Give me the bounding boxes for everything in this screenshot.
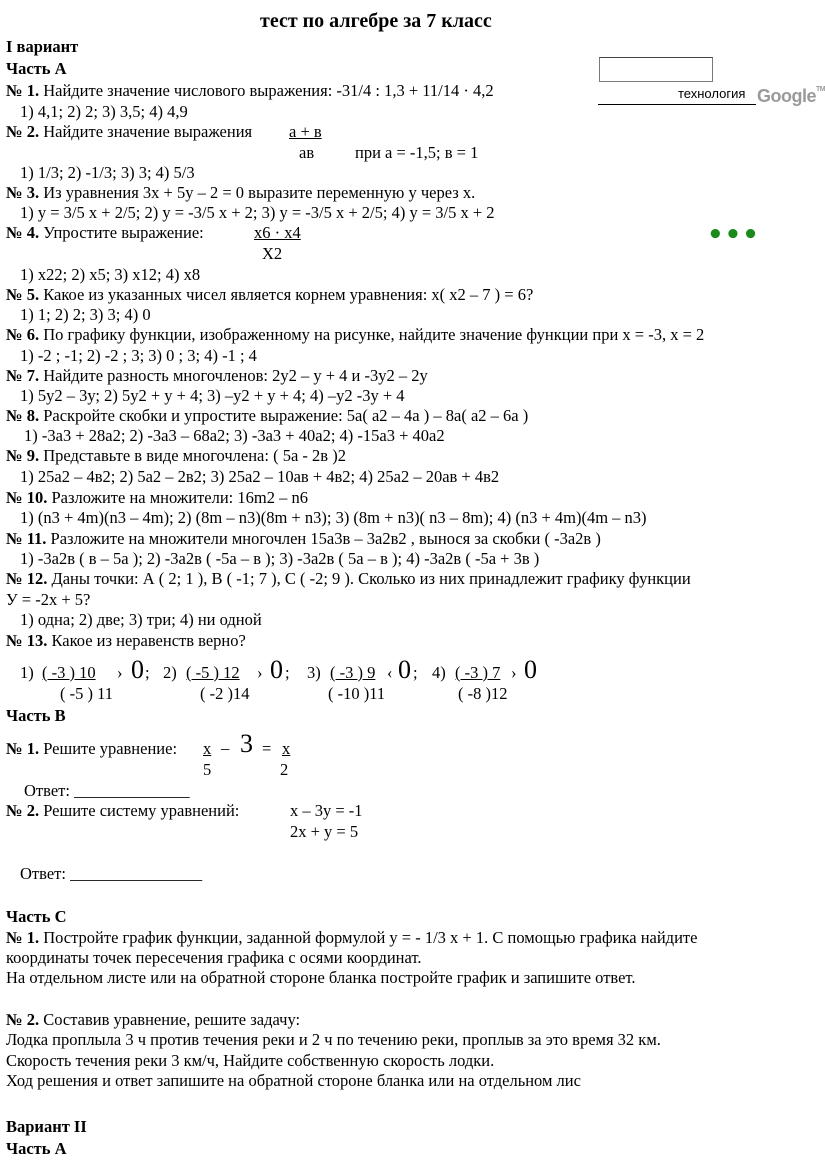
option-2-sign: › bbox=[257, 663, 263, 682]
option-3-denominator: ( -10 )11 bbox=[328, 684, 386, 703]
fraction-numerator: х6 · х4 bbox=[254, 223, 301, 242]
option-3-sign: ‹ bbox=[387, 663, 393, 682]
equation-denominator-2: 2 bbox=[280, 760, 289, 779]
fraction-numerator: а + в bbox=[289, 122, 322, 141]
answers-10: 1) (n3 + 4m)(n3 – 4m); 2) (8m – n3)(8m + n3); 3) (8m + n3)( n3 – 8m); 4) (n3 + 4m)(4m – n3) bbox=[20, 508, 647, 527]
option-3-numerator: ( -3 ) 9 bbox=[330, 663, 376, 682]
variant-heading: I вариант bbox=[6, 37, 79, 56]
system-equation-2: 2х + у = 5 bbox=[290, 822, 359, 841]
part-c-heading: Часть С bbox=[6, 907, 67, 926]
answers-8: 1) -3а3 + 28а2; 2) -3а3 – 68а2; 3) -3а3 + 40а2; 4) -15а3 + 40а2 bbox=[24, 426, 445, 445]
question-8: № 8. Раскройте скобки и упростите выражение: 5а( а2 – 4а ) – 8а( а2 – 6а ) bbox=[6, 406, 529, 425]
part-a-2-heading: Часть А bbox=[6, 1139, 67, 1158]
answers-5: 1) 1; 2) 2; 3) 3; 4) 0 bbox=[20, 305, 151, 324]
equation-equals: = bbox=[262, 739, 272, 758]
answer-line-1[interactable]: Ответ: ______________ bbox=[24, 781, 190, 800]
answers-6: 1) -2 ; -1; 2) -2 ; 3; 3) 0 ; 3; 4) -1 ; 4 bbox=[20, 346, 257, 365]
variant-2-heading: Вариант II bbox=[6, 1117, 87, 1136]
equation-x-left: х bbox=[203, 739, 212, 758]
part-c-question-2-text-2: Скорость течения реки 3 км/ч, Найдите собственную скорость лодки. bbox=[6, 1051, 495, 1070]
part-c-question-1-note: На отдельном листе или на обратной стороне бланка постройте график и запишите ответ. bbox=[6, 968, 636, 987]
question-11: № 11. Разложите на множители многочлен 15а3в – 3а2в2 , вынося за скобки ( -3а2в ) bbox=[6, 529, 601, 548]
option-1-numerator: ( -3 ) 10 bbox=[42, 663, 96, 682]
fraction-denominator: Х2 bbox=[262, 244, 283, 263]
answers-1: 1) 4,1; 2) 2; 3) 3,5; 4) 4,9 bbox=[20, 102, 188, 121]
option-2-zero: 0 bbox=[270, 655, 283, 684]
option-1-label: 1) bbox=[20, 663, 34, 682]
answers-11: 1) -3а2в ( в – 5а ); 2) -3а2в ( -5а – в ); 3) -3а2в ( 5а – в ); 4) -3а2в ( -5а + 3в ) bbox=[20, 549, 540, 568]
part-b-question-1: № 1. Решите уравнение: bbox=[6, 739, 178, 758]
option-2-label: 2) bbox=[163, 663, 177, 682]
part-c-question-2-text: Лодка проплыла 3 ч против течения реки и 2 ч по течению реки, проплыв за это время 32 км. bbox=[6, 1030, 661, 1049]
option-3-label: 3) bbox=[307, 663, 321, 682]
google-logo: Google™ bbox=[757, 86, 825, 106]
option-4-label: 4) bbox=[432, 663, 446, 682]
option-1-denominator: ( -5 ) 11 bbox=[60, 684, 113, 703]
fraction-denominator: ав bbox=[299, 143, 315, 162]
question-3: № 3. Из уравнения 3х + 5у – 2 = 0 выразите переменную у через х. bbox=[6, 183, 476, 202]
answers-9: 1) 25а2 – 4в2; 2) 5а2 – 2в2; 3) 25а2 – 10ав + 4в2; 4) 25а2 – 20ав + 4в2 bbox=[20, 467, 500, 486]
option-4-denominator: ( -8 )12 bbox=[458, 684, 508, 703]
option-4-zero: 0 bbox=[524, 655, 537, 684]
question-7: № 7. Найдите разность многочленов: 2у2 – у + 4 и -3у2 – 2у bbox=[6, 366, 428, 385]
page-title: тест по алгебре за 7 класс bbox=[260, 10, 492, 32]
google-divider bbox=[598, 104, 756, 105]
option-2-denominator: ( -2 )14 bbox=[200, 684, 250, 703]
question-12-cont: У = -2х + 5? bbox=[6, 590, 91, 609]
question-1: № 1. Найдите значение числового выражения: -31/4 : 1,3 + 11/14 · 4,2 bbox=[6, 81, 494, 100]
part-a-heading: Часть А bbox=[6, 59, 67, 78]
question-12: № 12. Даны точки: А ( 2; 1 ), В ( -1; 7 ), С ( -2; 9 ). Сколько из них принадлежит графику функции bbox=[6, 569, 691, 588]
option-2-semicolon: ; bbox=[285, 663, 290, 682]
part-c-question-1-cont: координаты точек пересечения графика с осями координат. bbox=[6, 948, 422, 967]
part-c-question-2-note: Ход решения и ответ запишите на обратной стороне бланка или на отдельном лис bbox=[6, 1071, 581, 1090]
option-4-numerator: ( -3 ) 7 bbox=[455, 663, 501, 682]
option-2-numerator: ( -5 ) 12 bbox=[186, 663, 240, 682]
question-9: № 9. Представьте в виде многочлена: ( 5а - 2в )2 bbox=[6, 446, 346, 465]
equation-minus: _ bbox=[221, 733, 230, 752]
question-10: № 10. Разложите на множители: 16m2 – n6 bbox=[6, 488, 308, 507]
option-3-zero: 0 bbox=[398, 655, 411, 684]
part-c-question-1: № 1. Постройте график функции, заданной формулой у = - 1/3 х + 1. С помощью графика найдите bbox=[6, 928, 698, 947]
option-1-sign: › bbox=[117, 663, 123, 682]
answers-7: 1) 5у2 – 3у; 2) 5у2 + у + 4; 3) –у2 + у + 4; 4) –у2 -3у + 4 bbox=[20, 386, 405, 405]
question-13: № 13. Какое из неравенств верно? bbox=[6, 631, 246, 650]
question-6: № 6. По графику функции, изображенному на рисунке, найдите значение функции при х = -3, х = 2 bbox=[6, 325, 705, 344]
option-4-sign: › bbox=[511, 663, 517, 682]
option-3-semicolon: ; bbox=[413, 663, 418, 682]
answer-line-2[interactable]: Ответ: ________________ bbox=[20, 864, 203, 883]
equation-denominator-5: 5 bbox=[203, 760, 212, 779]
more-icon[interactable]: ••• bbox=[707, 220, 760, 250]
system-equation-1: х – 3у = -1 bbox=[290, 801, 363, 820]
question-4: № 4. Упростите выражение: bbox=[6, 223, 204, 242]
answers-4: 1) х22; 2) х5; 3) х12; 4) х8 bbox=[20, 265, 201, 284]
question-5: № 5. Какое из указанных чисел является корнем уравнения: х( х2 – 7 ) = 6? bbox=[6, 285, 534, 304]
question-2: № 2. Найдите значение выражения bbox=[6, 122, 253, 141]
part-c-question-2: № 2. Составив уравнение, решите задачу: bbox=[6, 1010, 301, 1029]
answers-2: 1) 1/3; 2) -1/3; 3) 3; 4) 5/3 bbox=[20, 163, 195, 182]
option-1-zero: 0 bbox=[131, 655, 144, 684]
answers-3: 1) у = 3/5 х + 2/5; 2) у = -3/5 х + 2; 3) у = -3/5 х + 2/5; 4) у = 3/5 х + 2 bbox=[20, 203, 495, 222]
equation-three: 3 bbox=[240, 729, 253, 758]
equation-x-right: х bbox=[282, 739, 291, 758]
part-b-heading: Часть В bbox=[6, 706, 66, 725]
option-1-semicolon: ; bbox=[145, 663, 150, 682]
condition: при а = -1,5; в = 1 bbox=[355, 143, 479, 162]
part-b-question-2: № 2. Решите систему уравнений: bbox=[6, 801, 240, 820]
answers-12: 1) одна; 2) две; 3) три; 4) ни одной bbox=[20, 610, 262, 629]
search-input[interactable] bbox=[599, 57, 713, 82]
google-tech-label: технология bbox=[678, 86, 746, 101]
